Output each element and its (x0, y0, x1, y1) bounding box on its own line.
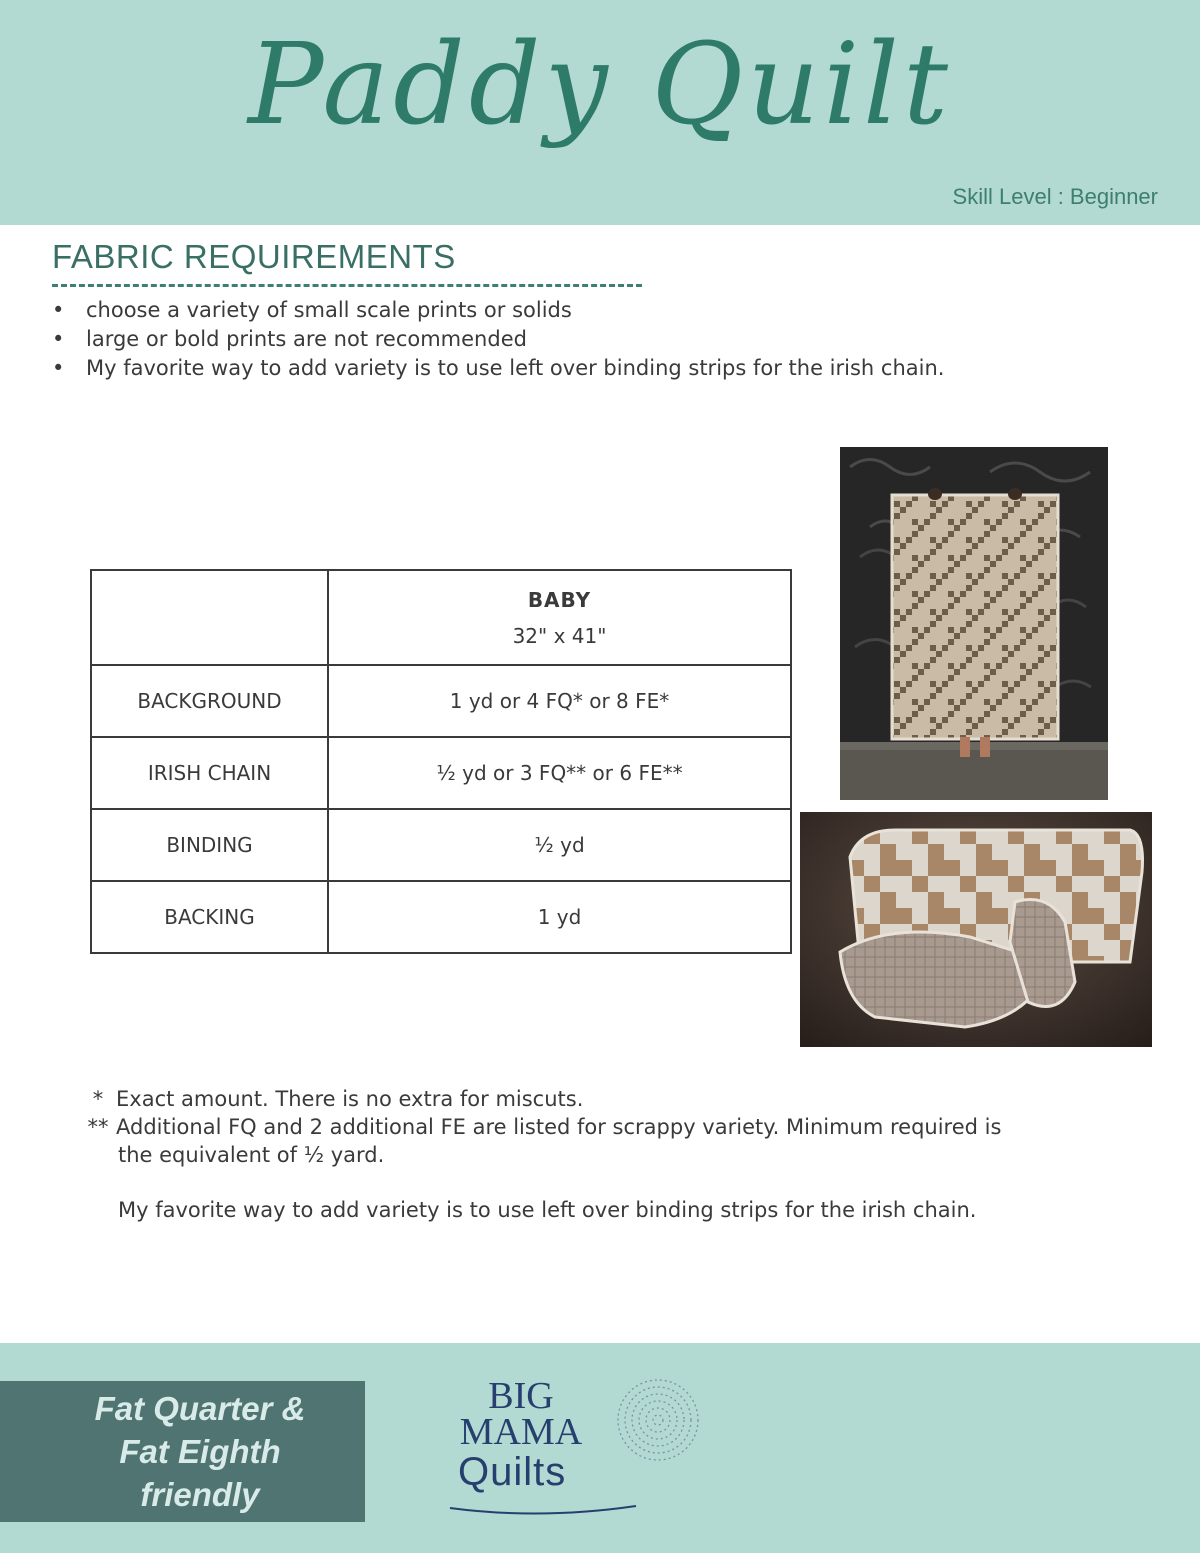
list-item (52, 354, 944, 383)
row-amount: ½ yd (328, 809, 791, 881)
row-amount: 1 yd (328, 881, 791, 953)
footnote-1 (80, 1085, 1140, 1113)
table-header-row (91, 570, 791, 665)
row-label: BINDING (91, 809, 328, 881)
logo-quilts: Quilts (458, 1450, 567, 1494)
size-label: BABY (527, 587, 592, 612)
row-label: BACKGROUND (91, 665, 328, 737)
list-item (52, 296, 944, 325)
footnote-2 (80, 1113, 1140, 1141)
section-title: FABRIC REQUIREMENTS (52, 238, 456, 275)
footnote-text: Additional FQ and 2 additional FE are listed for scrappy variety. Minimum required is (116, 1115, 1002, 1139)
skill-level: Skill Level : Beginner (952, 184, 1158, 209)
quilt-held-photo (840, 447, 1108, 800)
list-item-text: large or bold prints are not recommended (86, 327, 527, 351)
bullet-icon: • (52, 356, 65, 380)
size-header-cell (328, 570, 791, 665)
bullet-icon: • (52, 327, 65, 351)
brand-logo (440, 1375, 700, 1528)
row-amount: 1 yd or 4 FQ* or 8 FE* (328, 665, 791, 737)
table-corner-cell (91, 570, 328, 665)
row-amount: ½ yd or 3 FQ** or 6 FE** (328, 737, 791, 809)
requirements-list (52, 296, 944, 383)
footnote-mark: * (92, 1087, 104, 1111)
logo-mama: MAMA (459, 1411, 583, 1453)
footnote-2-continued: the equivalent of ½ yard. (118, 1143, 385, 1167)
quilt-folded-illustration (800, 812, 1152, 1047)
logo-underline-swoosh (440, 1502, 640, 1522)
list-item-text: choose a variety of small scale prints or solids (86, 298, 572, 322)
bullet-icon: • (52, 298, 65, 322)
dashed-divider (52, 284, 642, 287)
table-row (91, 665, 791, 737)
spacer (80, 1169, 1140, 1196)
badge-line: Fat Eighth (119, 1433, 281, 1470)
logo-big: BIG (488, 1375, 554, 1417)
table-row (91, 881, 791, 953)
variety-note: My favorite way to add variety is to use left over binding strips for the irish chain. (118, 1198, 977, 1222)
footnote-text: Exact amount. There is no extra for miscuts. (116, 1087, 584, 1111)
fat-quarter-badge-text (0, 1387, 400, 1516)
footnotes (80, 1085, 1140, 1224)
badge-line: friendly (140, 1476, 260, 1513)
table-row (91, 809, 791, 881)
table-row (91, 737, 791, 809)
size-dimensions: 32" x 41" (512, 623, 607, 648)
spiral-stitch-icon (616, 1378, 700, 1462)
list-item-text: My favorite way to add variety is to use left over binding strips for the irish chain. (86, 356, 945, 380)
page-title: Paddy Quilt (248, 20, 952, 150)
quilt-held-illustration (840, 447, 1108, 800)
badge-line: Fat Quarter & (94, 1390, 306, 1427)
row-label: BACKING (91, 881, 328, 953)
requirements-table (90, 569, 792, 954)
quilt-folded-photo (800, 812, 1152, 1047)
list-item (52, 325, 944, 354)
footnote-mark: ** (87, 1115, 109, 1139)
row-label: IRISH CHAIN (91, 737, 328, 809)
